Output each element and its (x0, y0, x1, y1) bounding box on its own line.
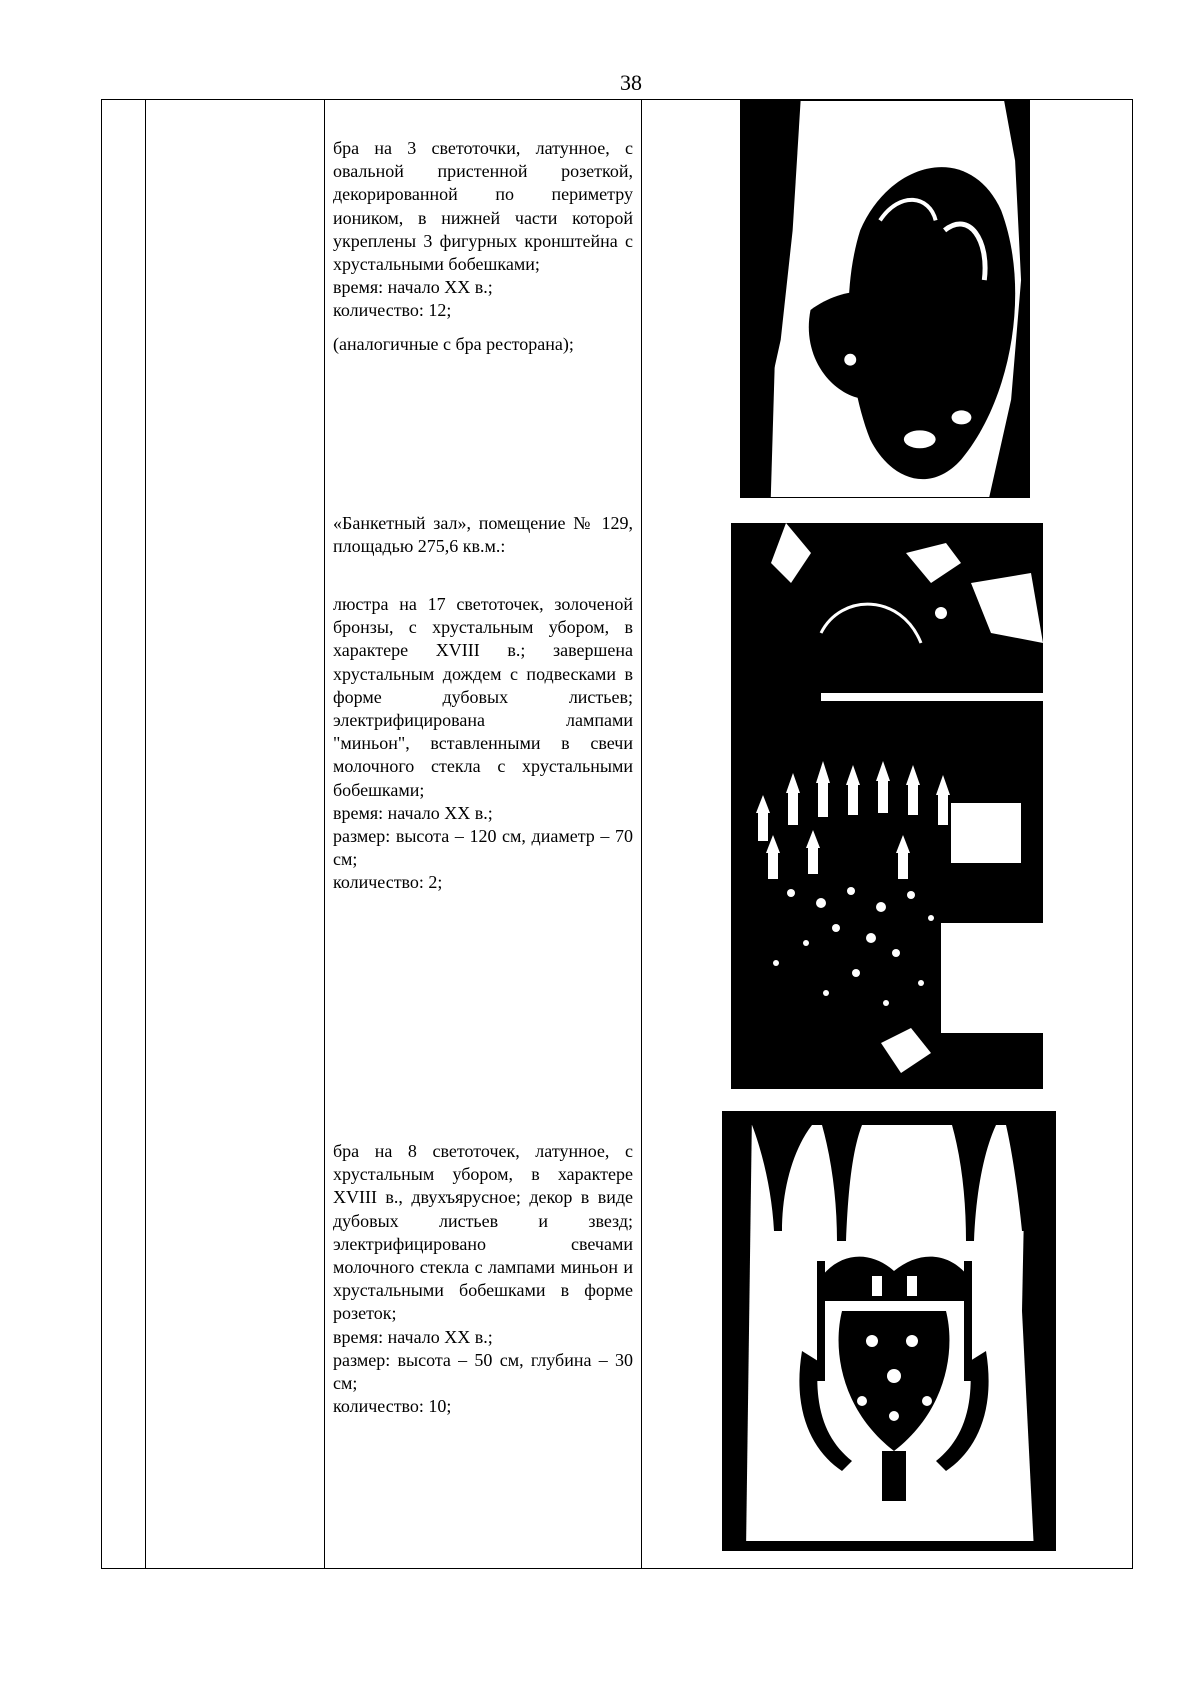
page-number: 38 (620, 70, 642, 95)
entry-1-text (333, 137, 633, 356)
entry-2-time: время: начало XX в.; (333, 802, 493, 823)
entry-1-quantity: количество: 12; (333, 300, 452, 321)
entry-1-description: бра на 3 светоточки, латунное, с овальной пристенной розеткой, декорированной по периметру иоником, в нижней части которой укреплены 3 фигурных кронштейна с хрустальными бобешками; (333, 138, 633, 275)
entry-2-quantity: количество: 2; (333, 872, 443, 893)
wall-sconce-photo (740, 100, 1030, 498)
chandelier-photo (731, 523, 1043, 1089)
entry-3-text (333, 1140, 633, 1418)
column-divider-2 (324, 100, 325, 1568)
entry-2-description: люстра на 17 светоточек, золоченой бронзы, с хрустальным убором, в характере XVIII в.; завершена хрустальным дождем с подвесками в форме дубовых листьев; электрифицирована лампами "миньон", вставленными в свечи молочного стекла с хрустальными бобешками; (333, 594, 633, 800)
column-divider-1 (145, 100, 146, 1568)
entry-3-description: бра на 8 светоточек, латунное, с хрустальным убором, в характере XVIII в., двухъярусное; декор в виде дубовых листьев и звезд; электрифицировано свечами молочного стекла с лампами миньон и хрустальными бобешками в форме розеток; (333, 1141, 633, 1324)
entry-2-size: размер: высота – 120 см, диаметр – 70 см; (333, 826, 633, 870)
entry-1-time: время: начало XX в.; (333, 277, 493, 298)
two-tier-sconce-photo (722, 1111, 1056, 1551)
section-heading: «Банкетный зал», помещение № 129, площадью 275,6 кв.м.: (333, 513, 633, 557)
column-divider-3 (641, 100, 642, 1568)
entry-3-quantity: количество: 10; (333, 1396, 452, 1417)
entry-2-section (333, 512, 633, 558)
entry-1-note: (аналогичные с бра ресторана); (333, 333, 574, 354)
entry-3-time: время: начало XX в.; (333, 1326, 493, 1347)
entry-3-size: размер: высота – 50 см, глубина – 30 см; (333, 1349, 633, 1394)
entry-2-text (333, 593, 633, 895)
